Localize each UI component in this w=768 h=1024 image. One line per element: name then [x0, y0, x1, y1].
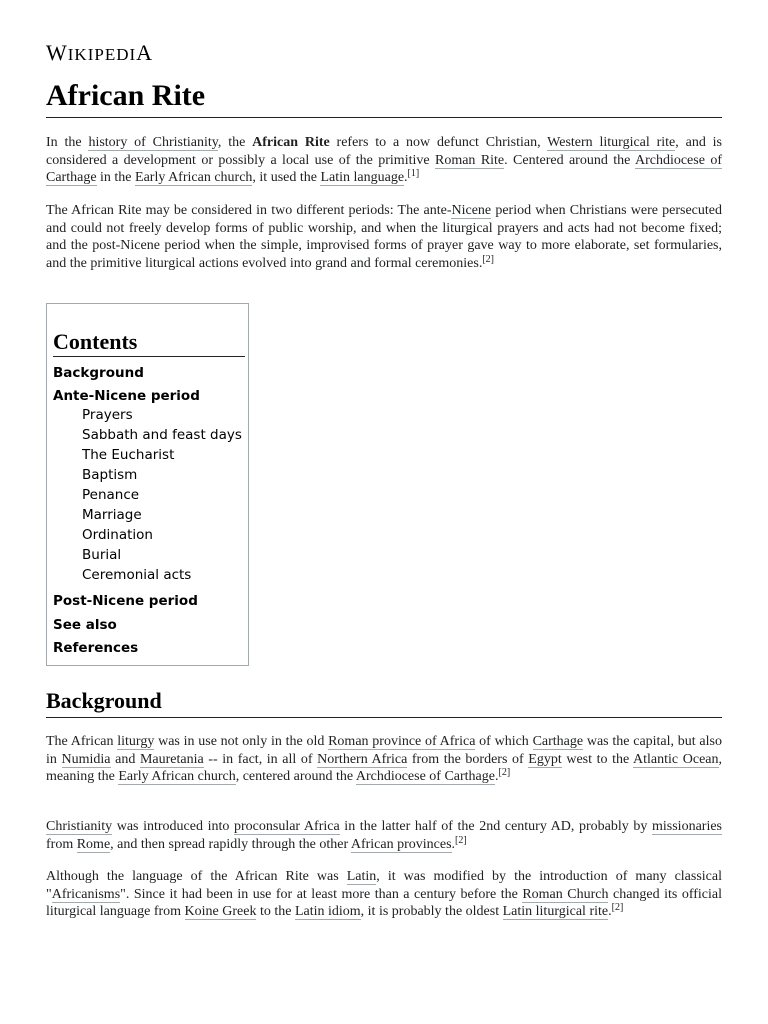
toc-item-sabbath-and-feast-days[interactable]: Sabbath and feast days [82, 427, 242, 443]
wordmark-initial: W [46, 40, 68, 65]
text: . [451, 836, 456, 852]
text: was introduced into [112, 819, 234, 834]
text: , and is considered a development or possibly a local use of the primitive [46, 135, 722, 168]
link-roman-rite[interactable]: Roman Rite [434, 152, 505, 168]
toc-item-ante-nicene-period[interactable]: Ante-Nicene period [53, 388, 200, 404]
link-northern-africa[interactable]: Northern Africa [317, 751, 408, 767]
link-latin-language[interactable]: Latin language [320, 170, 405, 186]
reference-marker[interactable]: [1] [407, 168, 420, 180]
link-carthage[interactable]: Carthage [532, 734, 584, 749]
toc-title: Contents [53, 328, 245, 357]
intro-paragraph-2 [46, 202, 722, 272]
link-western-liturgical-rite[interactable]: Western liturgical rite [547, 135, 676, 150]
toc-item-marriage[interactable]: Marriage [82, 507, 142, 523]
text: in the [96, 170, 136, 186]
link-proconsular-africa[interactable]: proconsular Africa [234, 819, 340, 834]
link-latin[interactable]: Latin [346, 869, 377, 884]
text: was in use not only in the old [154, 734, 329, 749]
text: Although the language of the African Rite was [46, 869, 347, 884]
link-missionaries[interactable]: missionaries [652, 819, 722, 834]
link-koine-greek[interactable]: Koine Greek [184, 904, 257, 920]
text: The African Rite may be considered in two different periods: The ante- [46, 203, 452, 218]
text: , it used the [252, 170, 321, 186]
toc-item-penance[interactable]: Penance [82, 487, 140, 503]
text: , centered around the [235, 769, 356, 785]
text: , it is probably the oldest [360, 904, 503, 920]
background-paragraph-3 [46, 868, 722, 921]
text: , it was modified by the introduction of many classical " [46, 869, 722, 902]
link-latin-liturgical-rite[interactable]: Latin liturgical rite [502, 904, 609, 920]
text: , the [217, 135, 253, 150]
link-early-african-church[interactable]: Early African church [135, 170, 253, 186]
text: from [46, 836, 77, 852]
text: . [608, 904, 612, 920]
text: The African [46, 734, 118, 749]
toc-item-post-nicene-period[interactable]: Post-Nicene period [53, 593, 198, 609]
toc-item-references[interactable]: References [53, 640, 139, 656]
link-archdiocese-of-carthage[interactable]: Archdiocese of Carthage [355, 769, 495, 785]
toc-item-ordination[interactable]: Ordination [82, 527, 153, 543]
text: and [110, 751, 140, 767]
text: . Centered around the [504, 152, 635, 168]
link-african-provinces[interactable]: African provinces [350, 836, 452, 852]
section-heading-background: Background [46, 687, 722, 718]
link-numidia[interactable]: Numidia [61, 751, 111, 767]
text: from the borders of [407, 751, 529, 767]
link-egypt[interactable]: Egypt [528, 751, 562, 767]
toc-item-baptism[interactable]: Baptism [82, 467, 138, 483]
bold-term: African Rite [252, 135, 330, 150]
text: to the [256, 904, 295, 920]
link-archdiocese-of-carthage[interactable]: Archdiocese of Carthage [46, 152, 722, 186]
toc-item-burial[interactable]: Burial [82, 547, 122, 563]
link-christianity[interactable]: Christianity [46, 819, 113, 834]
link-nicene[interactable]: Nicene [451, 203, 492, 218]
reference-marker[interactable]: [2] [455, 834, 467, 846]
text: in the latter half of the 2nd century AD, probably by [339, 819, 652, 834]
toc-item-background[interactable]: Background [53, 365, 144, 381]
reference-marker[interactable]: [2] [498, 767, 511, 779]
background-paragraph-1 [46, 733, 722, 786]
link-liturgy[interactable]: liturgy [117, 734, 155, 749]
link-roman-church[interactable]: Roman Church [522, 886, 609, 902]
background-paragraph-2 [46, 818, 722, 853]
text: was the capital, but also in [46, 734, 722, 767]
text: . [495, 769, 499, 785]
toc-item-ceremonial-acts[interactable]: Ceremonial acts [82, 567, 192, 583]
link-latin-idiom[interactable]: Latin idiom [294, 904, 361, 920]
link-atlantic-ocean[interactable]: Atlantic Ocean [633, 751, 719, 767]
text: , meaning the [46, 751, 722, 785]
text: In the [46, 135, 89, 150]
wordmark-final: A [136, 40, 154, 65]
text: west to the [561, 751, 634, 767]
text: -- in fact, in all of [203, 751, 318, 767]
link-early-african-church[interactable]: Early African church [118, 769, 236, 785]
text: refers to a now defunct Christian, [329, 135, 548, 150]
text: . [404, 170, 408, 186]
link-history-of-christianity[interactable]: history of Christianity [88, 135, 218, 150]
toc-item-the-eucharist[interactable]: The Eucharist [82, 447, 175, 463]
link-roman-province-of-africa[interactable]: Roman province of Africa [328, 734, 476, 749]
toc-item-see-also[interactable]: See also [53, 617, 117, 633]
text: , and then spread rapidly through the other [110, 836, 351, 852]
wordmark-middle: IKIPEDI [67, 45, 137, 64]
text: of which [475, 734, 533, 749]
link-rome[interactable]: Rome [76, 836, 111, 852]
wikipedia-wordmark[interactable] [46, 40, 153, 66]
reference-marker[interactable]: [2] [482, 253, 495, 265]
text: ". Since it had been in use for at least more than a century before the [120, 886, 523, 902]
link-mauretania[interactable]: Mauretania [139, 751, 204, 767]
table-of-contents [46, 303, 249, 666]
text: period when Christians were persecuted and could not freely develop forms of public worship, and when the liturgical prayers and acts had not become fixed; and the post-Nicene period when the simple, improvised forms of prayer gave way to more elaborate, set formularies, and the primitive liturgical actions evolved into grand and formal ceremonies. [46, 203, 722, 271]
intro-paragraph-1 [46, 134, 722, 187]
text: changed its official liturgical language from [46, 886, 722, 920]
toc-item-prayers[interactable]: Prayers [82, 407, 133, 423]
reference-marker[interactable]: [2] [611, 902, 624, 914]
link-africanisms[interactable]: Africanisms [51, 886, 121, 902]
page-title: African Rite [46, 78, 722, 118]
